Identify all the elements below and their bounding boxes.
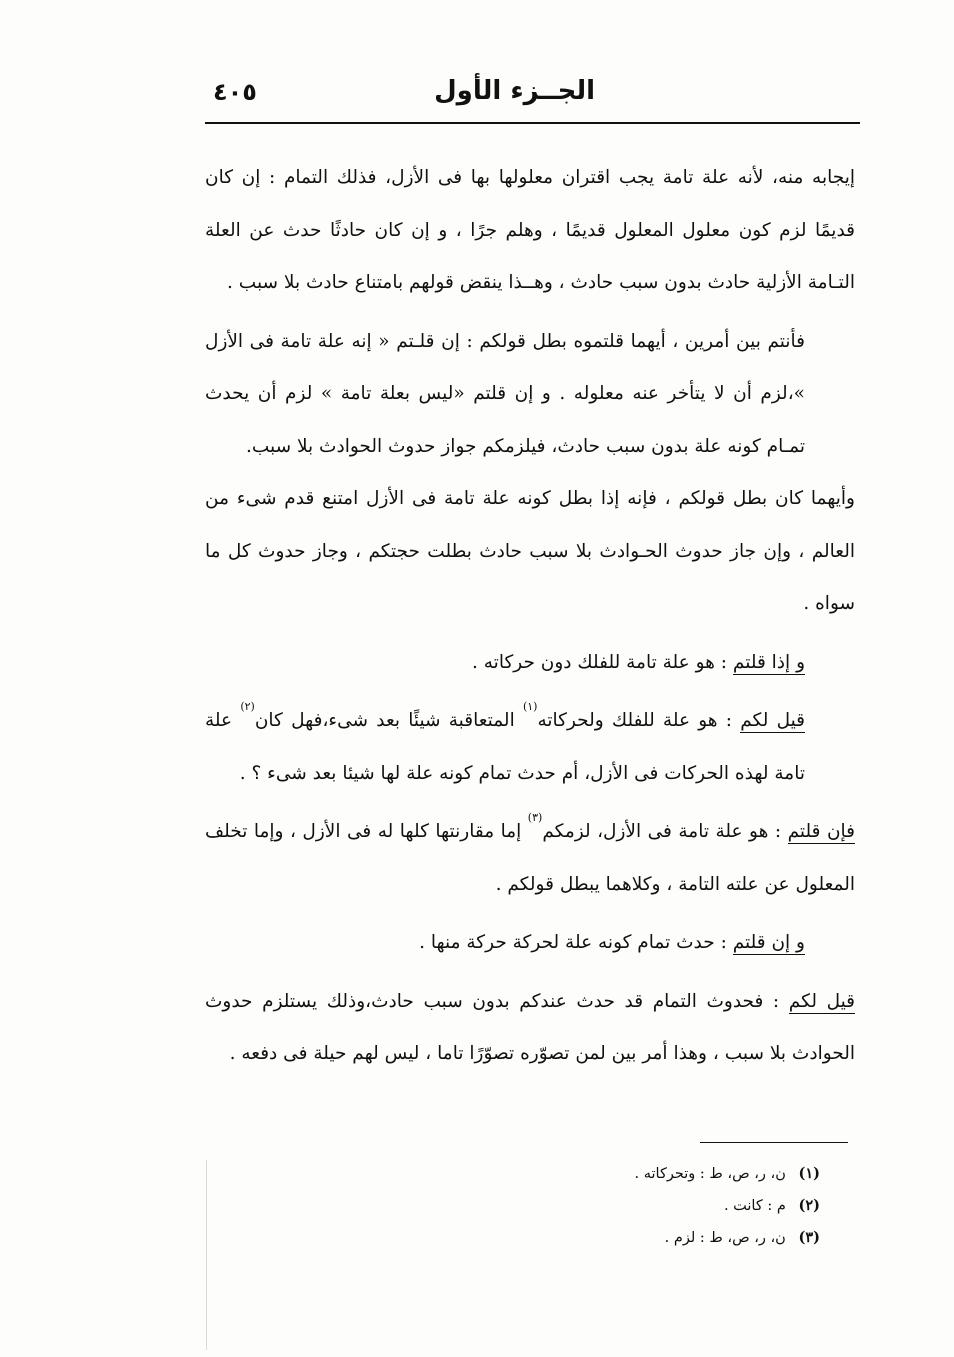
footnote-number: (٢) xyxy=(798,1197,820,1214)
paragraph-8 xyxy=(205,976,855,1081)
footnote-ref-1: (١) xyxy=(522,700,538,713)
paragraph-text: : فحدوث التمام قد حدث عندكم بدون سبب حادث،وذلك يستلزم حدوث الحوادث بلا سبب ، وهذا أمر بين لمن تصوّره تصوّرًا تاما ، ليس لهم حيلة فى دفعه . xyxy=(205,990,855,1064)
paragraph-5 xyxy=(205,695,855,800)
paragraph-1: إيجابه منه، لأنه علة تامة يجب اقتران معلولها بها فى الأزل، فذلك التمام : إن كان قديمًا لزم كون معلول المعلول قديمًا ، وهلم جرًا ، و إن كان حادثًا حدث عن العلة التـامة الأزلية حادث بدون سبب حادث ، وهــذا ينقض قولهم بامتناع حادث بلا سبب . xyxy=(205,167,855,293)
header-rule xyxy=(205,122,860,124)
footnote-text: ن، ر، ص، ط : وتحركاته . xyxy=(634,1166,786,1182)
footnote-ref-2: (٢) xyxy=(240,700,255,713)
footnote-number: (٣) xyxy=(798,1229,820,1246)
footnote-rule xyxy=(700,1142,848,1143)
paragraph-text: : حدث تمام كونه علة لحركة حركة منها . xyxy=(419,932,727,953)
paragraph-4 xyxy=(205,637,855,690)
paragraph-text: : هو علة تامة للفلك دون حركاته . xyxy=(471,651,728,673)
paragraph-text: إما مقارنتها كلها له فى الأزل ، وإما تخلف المعلول عن علته التامة ، وكلاهما يبطل قولكم . xyxy=(205,821,855,895)
body-text xyxy=(205,152,855,1081)
footnote-text: م : كانت . xyxy=(723,1198,786,1214)
speaker-label: فإن قلتم xyxy=(787,821,856,842)
page-number: ٤٠٥ xyxy=(213,78,257,106)
footnote-number: (١) xyxy=(798,1165,820,1182)
speaker-label: قيل لكم xyxy=(788,990,856,1012)
paragraph-text: : هو علة للفلك ولحركاته xyxy=(537,710,732,731)
footnotes xyxy=(420,1158,820,1254)
scan-margin-line xyxy=(206,1160,207,1350)
paragraph-6 xyxy=(205,806,855,911)
running-title: الجــزء الأول xyxy=(434,76,595,106)
speaker-label: قيل لكم xyxy=(740,710,806,731)
paragraph-text: علة تامة لهذه الحركات فى الأزل، أم حدث تمام كونه علة لها شيئا بعد شىء ؟ . xyxy=(205,710,805,784)
footnote-text: ن، ر، ص، ط : لزم . xyxy=(664,1230,786,1246)
footnote-1 xyxy=(420,1158,820,1190)
paragraph-text: المتعاقبة شيئًا بعد شىء،فهل كان xyxy=(254,710,515,731)
paragraph-3: وأيهما كان بطل قولكم ، فإنه إذا بطل كونه علة تامة فى الأزل امتنع قدم شىء من العالم ، وإن جاز حدوث الحـوادث بلا سبب حادث بطلت حجتكم ، وجاز حدوث كل ما سواه . xyxy=(205,488,855,614)
speaker-label: و إذا قلتم xyxy=(732,651,805,673)
footnote-2 xyxy=(420,1190,820,1222)
speaker-label: و إن قلتم xyxy=(732,932,805,953)
page-header xyxy=(205,70,860,118)
paragraph-7 xyxy=(205,917,855,970)
paragraph-text: : هو علة تامة فى الأزل، لزمكم xyxy=(542,821,782,842)
footnote-3 xyxy=(420,1222,820,1254)
paragraph-2: فأنتم بين أمرين ، أيهما قلتموه بطل قولكم : إن قلـتم « إنه علة تامة فى الأزل »،لزم أن لا يتأخر عنه معلوله . و إن قلتم «ليس بعلة تامة » لزم أن يحدث تمـام كونه علة بدون سبب حادث، فيلزمكم جواز حدوث الحوادث بلا سبب. xyxy=(205,330,805,457)
footnote-ref-3: (٣) xyxy=(527,811,543,824)
